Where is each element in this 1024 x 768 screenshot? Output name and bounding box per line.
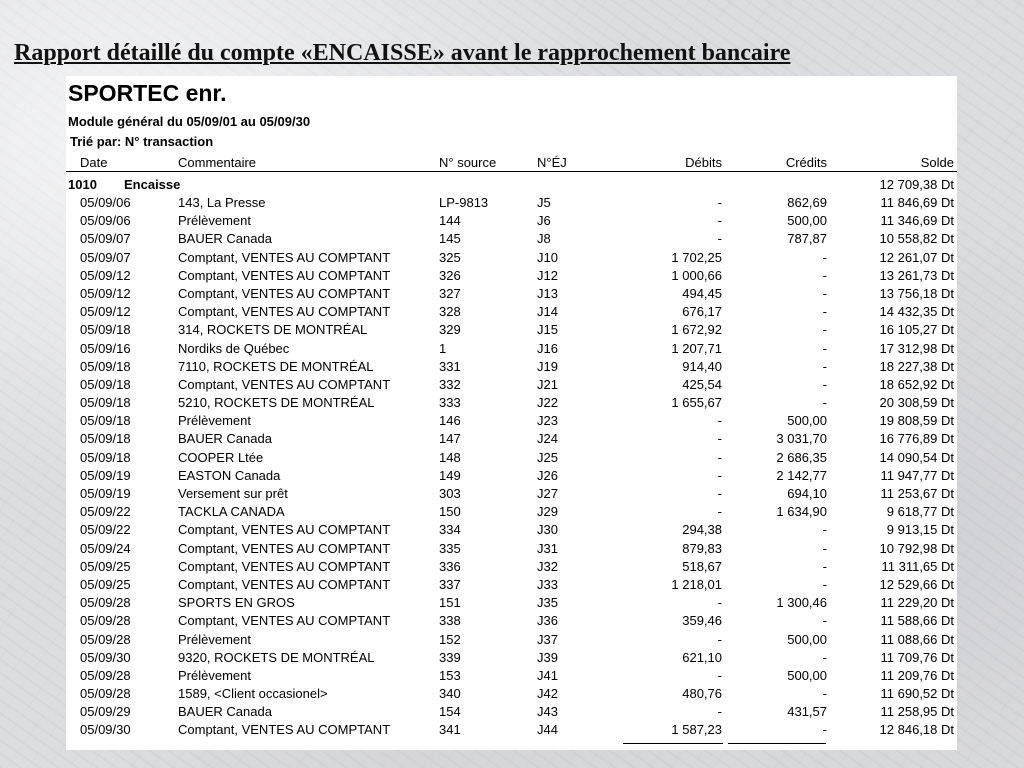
- row-date: 05/09/18: [80, 358, 131, 374]
- row-source: 1: [439, 340, 447, 356]
- row-debit: 294,38: [682, 522, 722, 538]
- transaction-list: [66, 194, 957, 740]
- row-comment: 143, La Presse: [178, 195, 266, 210]
- row-debit: -: [717, 595, 722, 611]
- credit-total-underline: [728, 743, 826, 744]
- row-balance: 20 308,59 Dt: [879, 395, 954, 411]
- row-date: 05/09/28: [80, 686, 131, 702]
- row-journal-entry: J31: [537, 540, 558, 556]
- row-balance: 16 776,89 Dt: [879, 431, 954, 447]
- row-source: LP-9813: [439, 195, 489, 210]
- row-credit: 694,10: [787, 486, 827, 501]
- row-source: 334: [439, 522, 461, 538]
- row-balance: 11 209,76 Dt: [880, 667, 954, 683]
- row-balance: 11 088,66 Dt: [880, 631, 954, 647]
- row-balance: 12 846,18 Dt: [879, 722, 954, 738]
- header-balance: Solde: [920, 155, 954, 170]
- row-balance: 11 846,69 Dt: [880, 195, 954, 210]
- row-journal-entry: J41: [537, 667, 558, 683]
- table-row: [66, 267, 957, 285]
- row-credit: -: [822, 576, 827, 592]
- row-source: 148: [439, 449, 461, 465]
- table-row: [66, 285, 957, 303]
- row-credit: -: [822, 304, 827, 320]
- row-credit: -: [822, 322, 827, 338]
- debit-total-underline: [623, 743, 723, 744]
- row-credit: 431,57: [787, 704, 827, 720]
- row-credit: -: [822, 686, 827, 702]
- row-date: 05/09/18: [80, 413, 131, 429]
- row-date: 05/09/06: [80, 213, 131, 229]
- row-balance: 11 588,66 Dt: [880, 613, 954, 629]
- row-credit: 862,69: [787, 195, 827, 210]
- row-balance: 10 792,98 Dt: [879, 540, 954, 556]
- row-credit: 2 142,77: [776, 467, 827, 483]
- row-date: 05/09/22: [80, 504, 131, 520]
- row-credit: -: [822, 267, 827, 283]
- header-credit: Crédits: [785, 155, 827, 170]
- row-comment: Comptant, VENTES AU COMPTANT: [178, 613, 391, 629]
- row-journal-entry: J21: [537, 376, 558, 392]
- table-row: [66, 321, 957, 339]
- slide-title: Rapport détaillé du compte «ENCAISSE» avant le rapprochement bancaire: [14, 40, 791, 66]
- row-credit: -: [822, 285, 827, 301]
- table-row: [66, 194, 957, 212]
- table-row: [66, 521, 957, 539]
- row-credit: -: [822, 722, 827, 738]
- row-source: 146: [439, 413, 461, 429]
- row-debit: 621,10: [682, 649, 722, 665]
- row-comment: BAUER Canada: [178, 704, 272, 720]
- row-balance: 10 558,82 Dt: [879, 231, 954, 247]
- row-date: 05/09/12: [80, 285, 131, 301]
- row-date: 05/09/28: [80, 667, 131, 683]
- row-credit: -: [822, 558, 827, 574]
- row-balance: 11 229,20 Dt: [880, 595, 954, 611]
- row-debit: -: [717, 704, 722, 720]
- row-journal-entry: J16: [537, 340, 558, 356]
- row-journal-entry: J30: [537, 522, 558, 538]
- row-credit: 500,00: [787, 631, 827, 647]
- row-debit: 1 587,23: [671, 722, 722, 738]
- table-header: [66, 154, 957, 172]
- table-row: [66, 631, 957, 649]
- row-journal-entry: J35: [537, 595, 558, 611]
- table-row: [66, 449, 957, 467]
- row-journal-entry: J32: [537, 558, 558, 574]
- row-journal-entry: J24: [537, 431, 558, 447]
- table-row: [66, 594, 957, 612]
- account-name: Encaisse: [124, 177, 181, 192]
- row-source: 333: [439, 395, 461, 411]
- row-debit: -: [717, 195, 722, 210]
- row-date: 05/09/28: [80, 595, 131, 611]
- row-journal-entry: J13: [537, 285, 558, 301]
- row-debit: 1 218,01: [671, 576, 722, 592]
- row-date: 05/09/19: [80, 486, 131, 501]
- row-date: 05/09/12: [80, 304, 131, 320]
- table-row: [66, 485, 957, 503]
- row-balance: 11 690,52 Dt: [880, 686, 954, 702]
- row-source: 339: [439, 649, 461, 665]
- row-date: 05/09/30: [80, 649, 131, 665]
- table-row: [66, 412, 957, 430]
- row-credit: -: [822, 540, 827, 556]
- row-journal-entry: J19: [537, 358, 558, 374]
- row-source: 147: [439, 431, 461, 447]
- row-comment: 1589, <Client occasionel>: [178, 686, 328, 702]
- row-balance: 13 756,18 Dt: [879, 285, 954, 301]
- row-credit: -: [822, 340, 827, 356]
- table-row: [66, 721, 957, 739]
- row-date: 05/09/06: [80, 195, 131, 210]
- table-row: [66, 503, 957, 521]
- row-debit: 425,54: [682, 376, 722, 392]
- row-source: 336: [439, 558, 461, 574]
- row-comment: Comptant, VENTES AU COMPTANT: [178, 522, 391, 538]
- row-debit: -: [717, 667, 722, 683]
- row-debit: 1 207,71: [671, 340, 722, 356]
- report-period: Module général du 05/09/01 au 05/09/30: [68, 114, 311, 129]
- row-balance: 11 311,65 Dt: [881, 558, 954, 574]
- table-row: [66, 430, 957, 448]
- row-date: 05/09/25: [80, 576, 131, 592]
- header-comment: Commentaire: [178, 155, 257, 170]
- table-row: [66, 558, 957, 576]
- row-journal-entry: J22: [537, 395, 558, 411]
- table-row: [66, 376, 957, 394]
- row-comment: Comptant, VENTES AU COMPTANT: [178, 285, 391, 301]
- row-credit: -: [822, 395, 827, 411]
- row-debit: -: [717, 504, 722, 520]
- row-journal-entry: J44: [537, 722, 558, 738]
- table-row: [66, 649, 957, 667]
- row-source: 341: [439, 722, 461, 738]
- row-credit: -: [822, 522, 827, 538]
- row-comment: TACKLA CANADA: [178, 504, 285, 520]
- row-comment: Comptant, VENTES AU COMPTANT: [178, 304, 391, 320]
- row-comment: EASTON Canada: [178, 467, 281, 483]
- row-comment: Comptant, VENTES AU COMPTANT: [178, 249, 391, 265]
- row-debit: 1 702,25: [671, 249, 722, 265]
- row-comment: Comptant, VENTES AU COMPTANT: [178, 267, 391, 283]
- row-balance: 16 105,27 Dt: [879, 322, 954, 338]
- row-comment: COOPER Ltée: [178, 449, 264, 465]
- row-source: 150: [439, 504, 461, 520]
- row-credit: -: [822, 249, 827, 265]
- row-debit: 1 672,92: [671, 322, 722, 338]
- row-comment: Comptant, VENTES AU COMPTANT: [178, 376, 391, 392]
- row-debit: 1 655,67: [671, 395, 722, 411]
- row-source: 153: [439, 667, 461, 683]
- row-balance: 11 709,76 Dt: [880, 649, 954, 665]
- row-journal-entry: J8: [537, 231, 551, 247]
- row-balance: 9 913,15 Dt: [886, 522, 954, 538]
- row-comment: 7110, ROCKETS DE MONTRÉAL: [178, 358, 374, 374]
- row-source: 152: [439, 631, 461, 647]
- table-row: [66, 667, 957, 685]
- row-debit: 359,46: [682, 613, 722, 629]
- row-balance: 11 258,95 Dt: [880, 704, 954, 720]
- row-journal-entry: J23: [537, 413, 558, 429]
- row-date: 05/09/19: [80, 467, 131, 483]
- row-debit: -: [717, 449, 722, 465]
- row-source: 331: [439, 358, 461, 374]
- row-debit: -: [717, 231, 722, 247]
- row-balance: 9 618,77 Dt: [886, 504, 954, 520]
- row-credit: 500,00: [787, 667, 827, 683]
- row-balance: 18 652,92 Dt: [879, 376, 954, 392]
- row-balance: 14 090,54 Dt: [879, 449, 954, 465]
- row-balance: 18 227,38 Dt: [879, 358, 954, 374]
- table-row: [66, 212, 957, 230]
- table-row: [66, 612, 957, 630]
- row-credit: 500,00: [787, 213, 827, 229]
- row-date: 05/09/07: [80, 249, 131, 265]
- row-balance: 11 947,77 Dt: [880, 467, 954, 483]
- row-source: 145: [439, 231, 461, 247]
- table-row: [66, 394, 957, 412]
- row-balance: 19 808,59 Dt: [879, 413, 954, 429]
- row-balance: 12 529,66 Dt: [879, 576, 954, 592]
- table-row: [66, 230, 957, 248]
- row-source: 327: [439, 285, 461, 301]
- row-credit: -: [822, 649, 827, 665]
- row-comment: Prélèvement: [178, 631, 251, 647]
- row-date: 05/09/25: [80, 558, 131, 574]
- company-name: SPORTEC enr.: [68, 80, 227, 106]
- row-comment: Nordiks de Québec: [178, 340, 290, 356]
- row-credit: -: [822, 358, 827, 374]
- row-date: 05/09/29: [80, 704, 131, 720]
- table-row: [66, 703, 957, 721]
- row-journal-entry: J15: [537, 322, 558, 338]
- row-comment: 314, ROCKETS DE MONTRÉAL: [178, 322, 368, 338]
- row-source: 154: [439, 704, 461, 720]
- row-debit: -: [717, 631, 722, 647]
- row-date: 05/09/16: [80, 340, 131, 356]
- row-comment: Comptant, VENTES AU COMPTANT: [178, 576, 391, 592]
- row-source: 338: [439, 613, 461, 629]
- row-balance: 17 312,98 Dt: [879, 340, 954, 356]
- row-journal-entry: J42: [537, 686, 558, 702]
- table-row: [66, 576, 957, 594]
- row-balance: 13 261,73 Dt: [879, 267, 954, 283]
- opening-balance: 12 709,38 Dt: [879, 177, 954, 192]
- row-comment: 5210, ROCKETS DE MONTRÉAL: [178, 395, 375, 411]
- row-source: 332: [439, 376, 461, 392]
- row-journal-entry: J25: [537, 449, 558, 465]
- row-debit: -: [717, 413, 722, 429]
- row-date: 05/09/30: [80, 722, 131, 738]
- row-debit: -: [717, 486, 722, 501]
- row-balance: 11 253,67 Dt: [880, 486, 954, 501]
- row-debit: 879,83: [682, 540, 722, 556]
- row-debit: -: [717, 431, 722, 447]
- row-debit: 914,40: [682, 358, 722, 374]
- row-date: 05/09/24: [80, 540, 131, 556]
- row-comment: BAUER Canada: [178, 231, 272, 247]
- row-credit: 1 300,46: [776, 595, 827, 611]
- header-journal-entry: N°ÉJ: [537, 155, 567, 170]
- account-number: 1010: [68, 177, 97, 192]
- row-balance: 12 261,07 Dt: [879, 249, 954, 265]
- row-source: 337: [439, 576, 461, 592]
- table-row: [66, 467, 957, 485]
- row-comment: Comptant, VENTES AU COMPTANT: [178, 558, 391, 574]
- row-comment: BAUER Canada: [178, 431, 272, 447]
- row-comment: Prélèvement: [178, 213, 251, 229]
- row-comment: Comptant, VENTES AU COMPTANT: [178, 722, 391, 738]
- table-row: [66, 358, 957, 376]
- row-comment: Versement sur prêt: [178, 486, 288, 501]
- row-debit: 518,67: [682, 558, 722, 574]
- header-source: N° source: [439, 155, 497, 170]
- row-journal-entry: J26: [537, 467, 558, 483]
- row-journal-entry: J14: [537, 304, 558, 320]
- row-balance: 14 432,35 Dt: [879, 304, 954, 320]
- row-debit: 1 000,66: [671, 267, 722, 283]
- row-date: 05/09/18: [80, 431, 131, 447]
- row-source: 151: [439, 595, 461, 611]
- row-comment: Prélèvement: [178, 413, 251, 429]
- table-row: [66, 340, 957, 358]
- row-source: 325: [439, 249, 461, 265]
- row-source: 149: [439, 467, 461, 483]
- row-journal-entry: J43: [537, 704, 558, 720]
- row-credit: -: [822, 376, 827, 392]
- row-journal-entry: J36: [537, 613, 558, 629]
- row-credit: 787,87: [787, 231, 827, 247]
- row-debit: 480,76: [682, 686, 722, 702]
- row-journal-entry: J27: [537, 486, 558, 501]
- row-date: 05/09/18: [80, 376, 131, 392]
- row-credit: 500,00: [787, 413, 827, 429]
- account-line: [66, 176, 957, 193]
- row-journal-entry: J6: [537, 213, 551, 229]
- sort-order: Trié par: N° transaction: [70, 134, 214, 149]
- row-date: 05/09/18: [80, 449, 131, 465]
- row-comment: 9320, ROCKETS DE MONTRÉAL: [178, 649, 375, 665]
- table-row: [66, 303, 957, 321]
- row-credit: -: [822, 613, 827, 629]
- header-debit: Débits: [685, 155, 722, 170]
- row-source: 326: [439, 267, 461, 283]
- row-credit: 1 634,90: [776, 504, 827, 520]
- row-journal-entry: J39: [537, 649, 558, 665]
- row-journal-entry: J37: [537, 631, 558, 647]
- table-row: [66, 249, 957, 267]
- row-date: 05/09/12: [80, 267, 131, 283]
- header-date: Date: [80, 155, 108, 170]
- row-date: 05/09/18: [80, 322, 131, 338]
- row-debit: -: [717, 467, 722, 483]
- row-date: 05/09/22: [80, 522, 131, 538]
- row-date: 05/09/07: [80, 231, 131, 247]
- row-source: 144: [439, 213, 461, 229]
- report-sheet: [66, 76, 957, 750]
- row-debit: 494,45: [682, 285, 722, 301]
- row-comment: Prélèvement: [178, 667, 251, 683]
- row-credit: 3 031,70: [776, 431, 827, 447]
- row-journal-entry: J33: [537, 576, 558, 592]
- row-date: 05/09/28: [80, 613, 131, 629]
- row-journal-entry: J10: [537, 249, 558, 265]
- row-debit: -: [717, 213, 722, 229]
- row-source: 329: [439, 322, 461, 338]
- row-debit: 676,17: [682, 304, 722, 320]
- row-comment: Comptant, VENTES AU COMPTANT: [178, 540, 391, 556]
- table-row: [66, 540, 957, 558]
- row-credit: 2 686,35: [776, 449, 827, 465]
- row-date: 05/09/18: [80, 395, 131, 411]
- row-source: 340: [439, 686, 461, 702]
- row-balance: 11 346,69 Dt: [880, 213, 954, 229]
- row-source: 335: [439, 540, 461, 556]
- table-row: [66, 685, 957, 703]
- row-journal-entry: J5: [537, 195, 551, 210]
- row-comment: SPORTS EN GROS: [178, 595, 295, 611]
- row-source: 328: [439, 304, 461, 320]
- row-source: 303: [439, 486, 461, 501]
- row-date: 05/09/28: [80, 631, 131, 647]
- row-journal-entry: J29: [537, 504, 558, 520]
- row-journal-entry: J12: [537, 267, 558, 283]
